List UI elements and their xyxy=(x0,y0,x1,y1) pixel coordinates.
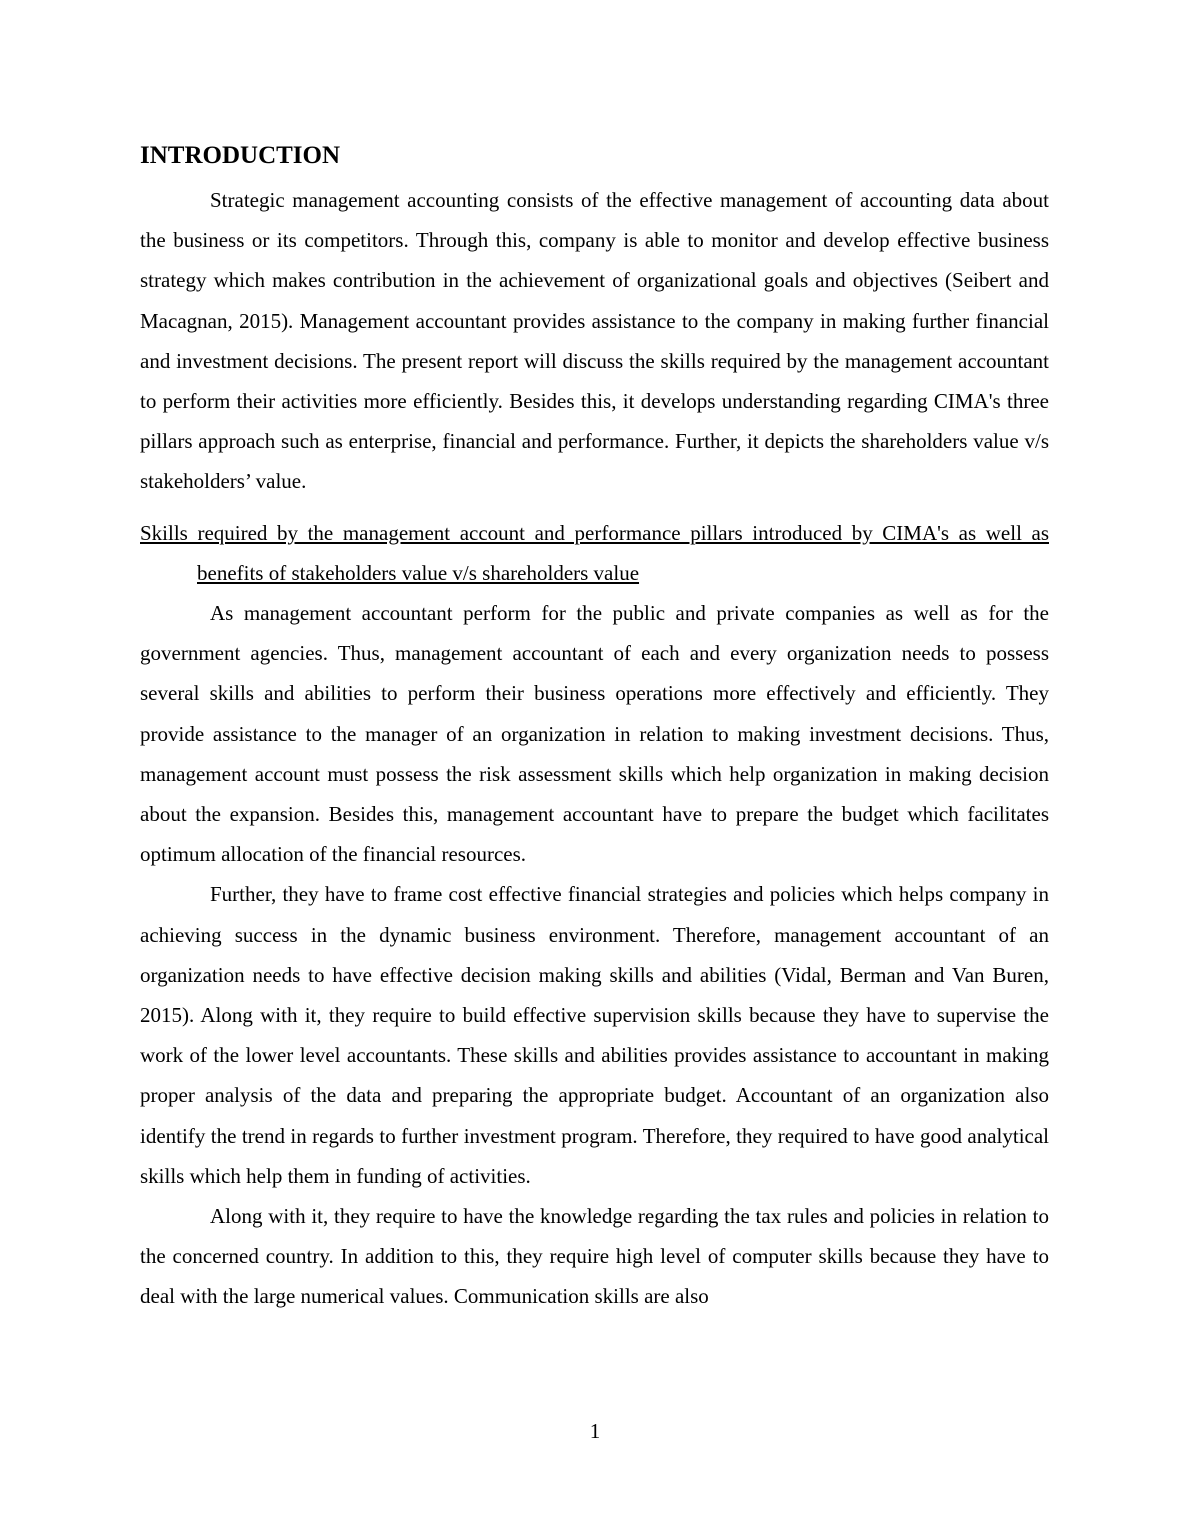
intro-paragraph: Strategic management accounting consists of the effective management of accounting data about the business or its competitors. Through this, company is able to monitor and develop effective business strategy which makes contribution in the achievement of organizational goals and objectives (Seibert and Macagnan, 2015). Management accountant provides assistance to the company in making further financial and investment decisions. The present report will discuss the skills required by the management accountant to perform their activities more efficiently. Besides this, it develops understanding regarding CIMA's three pillars approach such as enterprise, financial and performance. Further, it depicts the shareholders value v/s stakeholders’ value. xyxy=(140,188,1049,494)
section-heading: INTRODUCTION xyxy=(140,142,341,169)
page-content xyxy=(140,138,1049,1317)
body-paragraph: As management accountant perform for the public and private companies as well as for the government agencies. Thus, management accountant of each and every organization needs to possess several skills and abilities to perform their business operations more effectively and efficiently. They provide assistance to the manager of an organization in relation to making investment decisions. Thus, management account must possess the risk assessment skills which help organization in making decision about the expansion. Besides this, management accountant have to prepare the budget which facilitates optimum allocation of the financial resources. xyxy=(140,601,1049,867)
body-paragraph: Along with it, they require to have the knowledge regarding the tax rules and policies in relation to the concerned country. In addition to this, they require high level of computer skills because they have to deal with the large numerical values. Communication skills are also xyxy=(140,1204,1049,1309)
page-number: 1 xyxy=(589,1419,601,1443)
body-paragraph: Further, they have to frame cost effective financial strategies and policies which helps company in achieving success in the dynamic business environment. Therefore, management accountant of an organization needs to have effective decision making skills and abilities (Vidal, Berman and Van Buren, 2015). Along with it, they require to build effective supervision skills because they have to supervise the work of the lower level accountants. These skills and abilities provides assistance to accountant in making proper analysis of the data and preparing the appropriate budget. Accountant of an organization also identify the trend in regards to further investment program. Therefore, they required to have good analytical skills which help them in funding of activities. xyxy=(140,882,1049,1188)
subsection-heading: Skills required by the management account and performance pillars introduced by CIMA's as well as benefits of stakeholders value v/s shareholders value xyxy=(140,520,1049,585)
